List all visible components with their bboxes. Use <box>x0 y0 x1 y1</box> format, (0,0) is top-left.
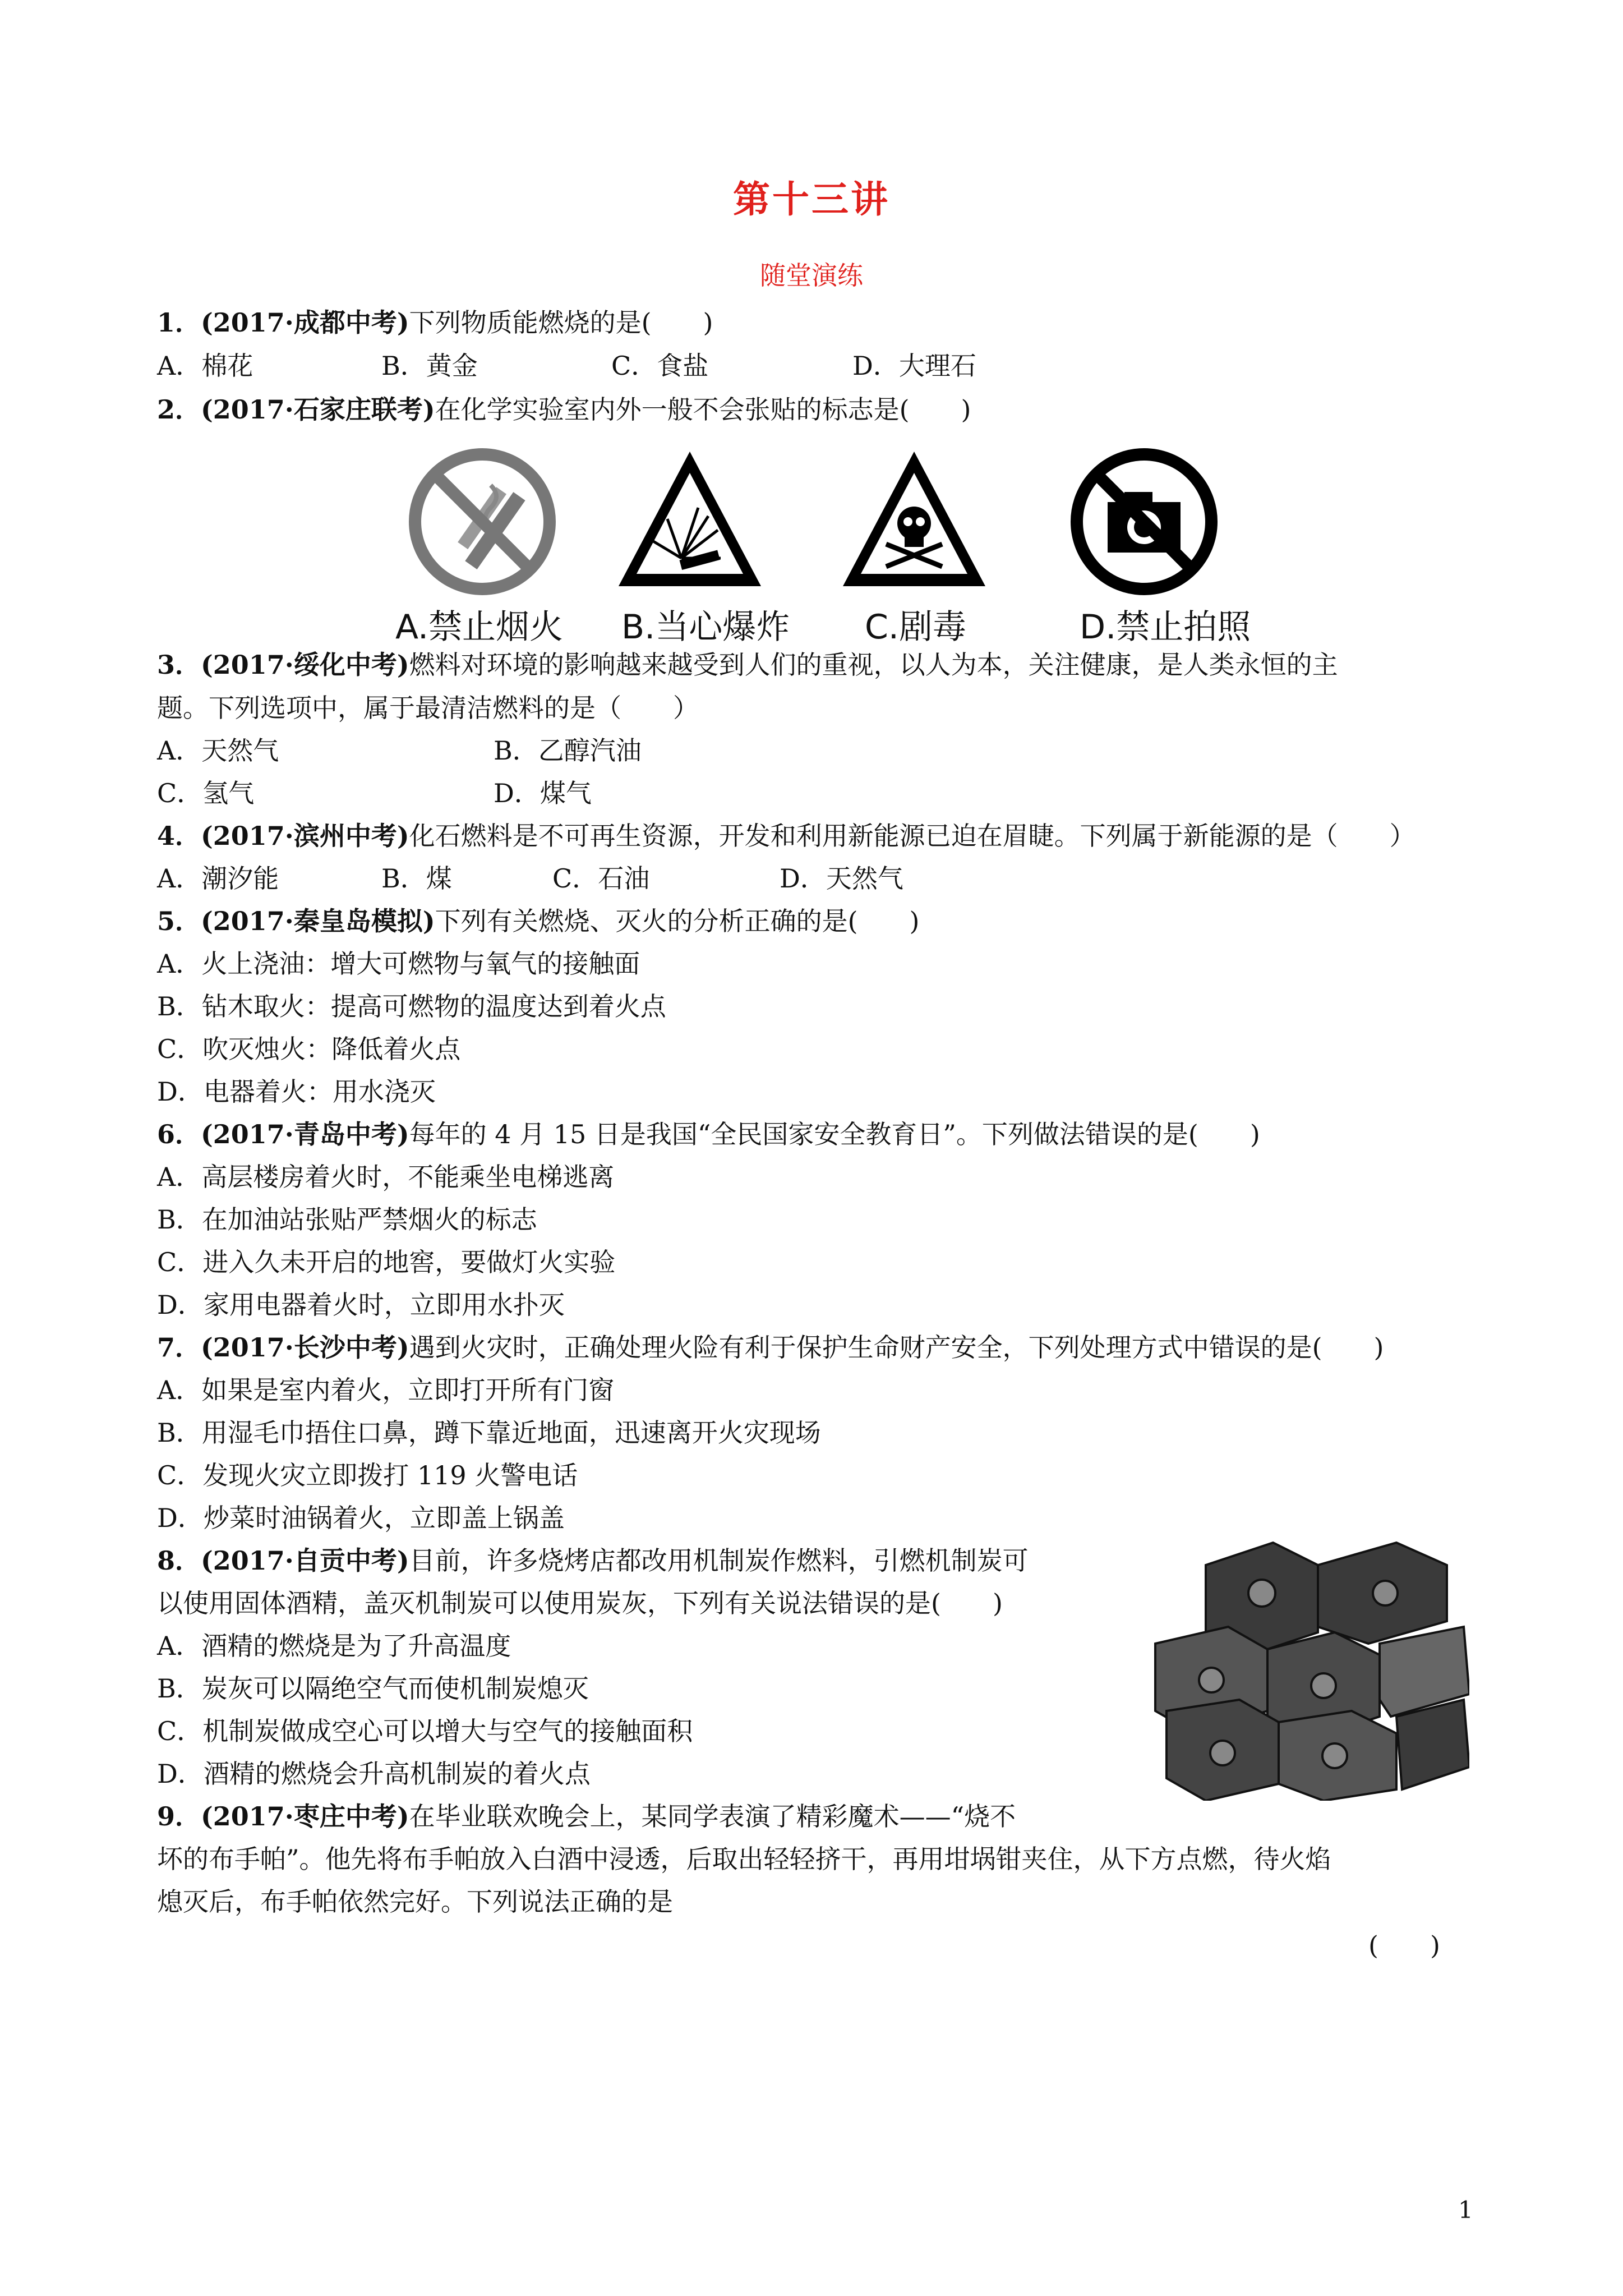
question-3-cont: 题。下列选项中，属于最清洁燃料的是（ ） <box>157 693 699 723</box>
q3-option-c: C．氢气 <box>157 778 255 808</box>
explosion-warning-icon <box>614 446 766 597</box>
q4-option-c: C．石油 <box>552 863 650 894</box>
q5-option-d: D．电器着火：用水浇灭 <box>157 1076 436 1107</box>
question-3: 3．(2017·绥化中考)燃料对环境的影响越来越受到人们的重视，以人为本，关注健康，是人类永恒的主 <box>157 650 1338 680</box>
q1-option-b: B．黄金 <box>381 351 478 381</box>
q7-option-d: D．炒菜时油锅着火，立即盖上锅盖 <box>157 1503 565 1533</box>
charcoal-briquettes-photo <box>1133 1531 1469 1801</box>
q1-option-d: D．大理石 <box>852 351 976 381</box>
question-2: 2．(2017·石家庄联考)在化学实验室内外一般不会张贴的标志是( ) <box>157 394 971 425</box>
question-9-cont: 坏的布手帕”。他先将布手帕放入白酒中浸透，后取出轻轻挤干，再用坩埚钳夹住，从下方点燃，待火焰 <box>157 1844 1331 1874</box>
q5-option-c: C．吹灭烛火：降低着火点 <box>157 1034 461 1064</box>
q8-option-a: A．酒精的燃烧是为了升高温度 <box>157 1631 511 1661</box>
q6-option-a: A．高层楼房着火时，不能乘坐电梯逃离 <box>157 1162 615 1192</box>
q6-option-c: C．进入久未开启的地窖，要做灯火实验 <box>157 1247 616 1277</box>
sign-label-c: C.剧毒 <box>865 608 966 647</box>
sign-label-a: A.禁止烟火 <box>395 608 564 647</box>
sign-label-d: D.禁止拍照 <box>1080 608 1251 647</box>
question-6: 6．(2017·青岛中考)每年的 4 月 15 日是我国“全民国家安全教育日”。下列做法错误的是( ) <box>157 1119 1260 1149</box>
question-8: 8．(2017·自贡中考)目前，许多烧烤店都改用机制炭作燃料，引燃机制炭可 <box>157 1545 1029 1576</box>
no-smoking-icon <box>407 446 558 597</box>
q6-option-d: D．家用电器着火时，立即用水扑灭 <box>157 1290 565 1320</box>
section-subtitle: 随堂演练 <box>760 260 863 291</box>
page-title: 第十三讲 <box>733 177 890 221</box>
question-7: 7．(2017·长沙中考)遇到火灾时，正确处理火险有利于保护生命财产安全，下列处理方式中错误的是( ) <box>157 1332 1384 1363</box>
q7-option-c: C．发现火灾立即拨打 119 火警电话 <box>157 1460 578 1490</box>
question-5: 5．(2017·秦皇岛模拟)下列有关燃烧、灭火的分析正确的是( ) <box>157 906 920 936</box>
q4-option-a: A．潮汐能 <box>157 863 279 894</box>
q5-option-a: A．火上浇油：增大可燃物与氧气的接触面 <box>157 949 640 979</box>
question-4: 4．(2017·滨州中考)化石燃料是不可再生资源，开发和利用新能源已迫在眉睫。下列属于新能源的是（ ） <box>157 821 1415 851</box>
question-9-cont2: 熄灭后，布手帕依然完好。下列说法正确的是 <box>157 1887 673 1917</box>
q3-option-d: D．煤气 <box>494 778 592 808</box>
q7-option-b: B．用湿毛巾捂住口鼻，蹲下靠近地面，迅速离开火灾现场 <box>157 1418 821 1448</box>
q8-option-c: C．机制炭做成空心可以增大与空气的接触面积 <box>157 1716 693 1746</box>
q3-option-b: B．乙醇汽油 <box>494 735 642 766</box>
question-9: 9．(2017·枣庄中考)在毕业联欢晚会上，某同学表演了精彩魔术——“烧不 <box>157 1801 1016 1832</box>
sign-label-b: B.当心爆炸 <box>621 608 790 647</box>
answer-blank: ( ) <box>1368 1930 1440 1961</box>
q5-option-b: B．钻木取火：提高可燃物的温度达到着火点 <box>157 991 666 1022</box>
q6-option-b: B．在加油站张贴严禁烟火的标志 <box>157 1204 537 1235</box>
q4-option-d: D．天然气 <box>780 863 903 894</box>
q4-option-b: B．煤 <box>381 863 452 894</box>
question-8-cont: 以使用固体酒精，盖灭机制炭可以使用炭灰，下列有关说法错误的是( ) <box>157 1588 1003 1618</box>
question-1: 1．(2017·成都中考)下列物质能燃烧的是( ) <box>157 307 713 338</box>
page-number: 1 <box>1458 2196 1473 2224</box>
no-camera-icon <box>1068 446 1220 597</box>
q7-option-a: A．如果是室内着火，立即打开所有门窗 <box>157 1375 615 1405</box>
q8-option-b: B．炭灰可以隔绝空气而使机制炭熄灭 <box>157 1673 589 1704</box>
toxic-skull-icon <box>838 446 990 597</box>
q8-option-d: D．酒精的燃烧会升高机制炭的着火点 <box>157 1759 591 1789</box>
q1-option-a: A．棉花 <box>157 351 253 381</box>
q3-option-a: A．天然气 <box>157 735 279 766</box>
q1-option-c: C．食盐 <box>611 351 709 381</box>
